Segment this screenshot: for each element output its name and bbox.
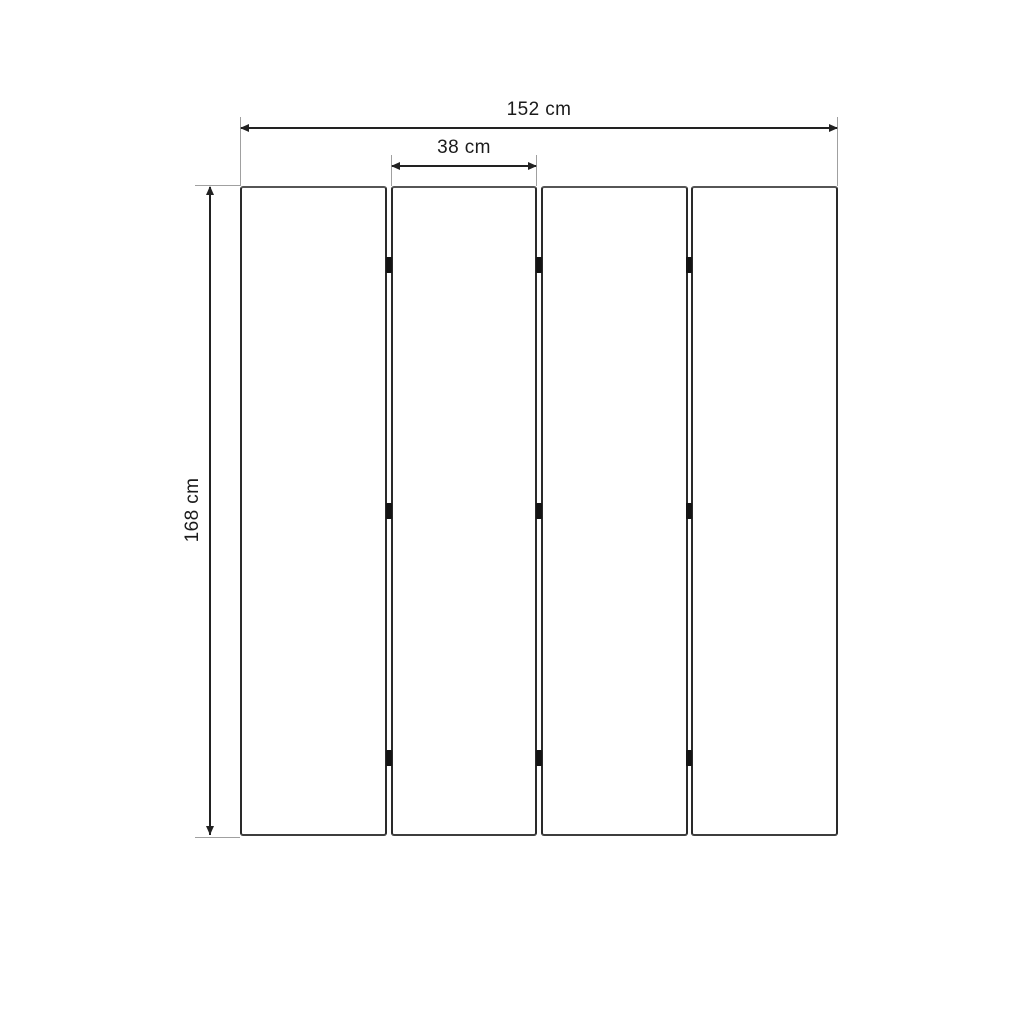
total-width-label: 152 cm — [506, 99, 572, 120]
hinge — [536, 257, 542, 273]
arrowhead-right-icon — [829, 124, 838, 132]
hinge — [686, 750, 692, 766]
arrowhead-right-icon — [528, 162, 537, 170]
extension-line — [391, 155, 392, 186]
extension-line — [195, 185, 240, 186]
panel-4 — [691, 186, 838, 836]
total-width-dimension-line — [241, 127, 837, 129]
extension-line — [195, 837, 240, 838]
panel-1 — [240, 186, 387, 836]
arrowhead-left-icon — [240, 124, 249, 132]
hinge — [536, 503, 542, 519]
extension-line — [536, 155, 537, 186]
panel-3 — [541, 186, 688, 836]
hinge — [386, 750, 392, 766]
arrowhead-down-icon — [206, 826, 214, 835]
hinge — [536, 750, 542, 766]
height-dimension-line — [209, 187, 211, 835]
hinge — [686, 503, 692, 519]
hinge — [386, 503, 392, 519]
panel-width-label: 38 cm — [437, 137, 491, 158]
panel-width-dimension-line — [392, 165, 536, 167]
height-label: 168 cm — [182, 477, 203, 543]
hinge — [386, 257, 392, 273]
arrowhead-left-icon — [391, 162, 400, 170]
hinge — [686, 257, 692, 273]
arrowhead-up-icon — [206, 186, 214, 195]
panel-2 — [391, 186, 537, 836]
